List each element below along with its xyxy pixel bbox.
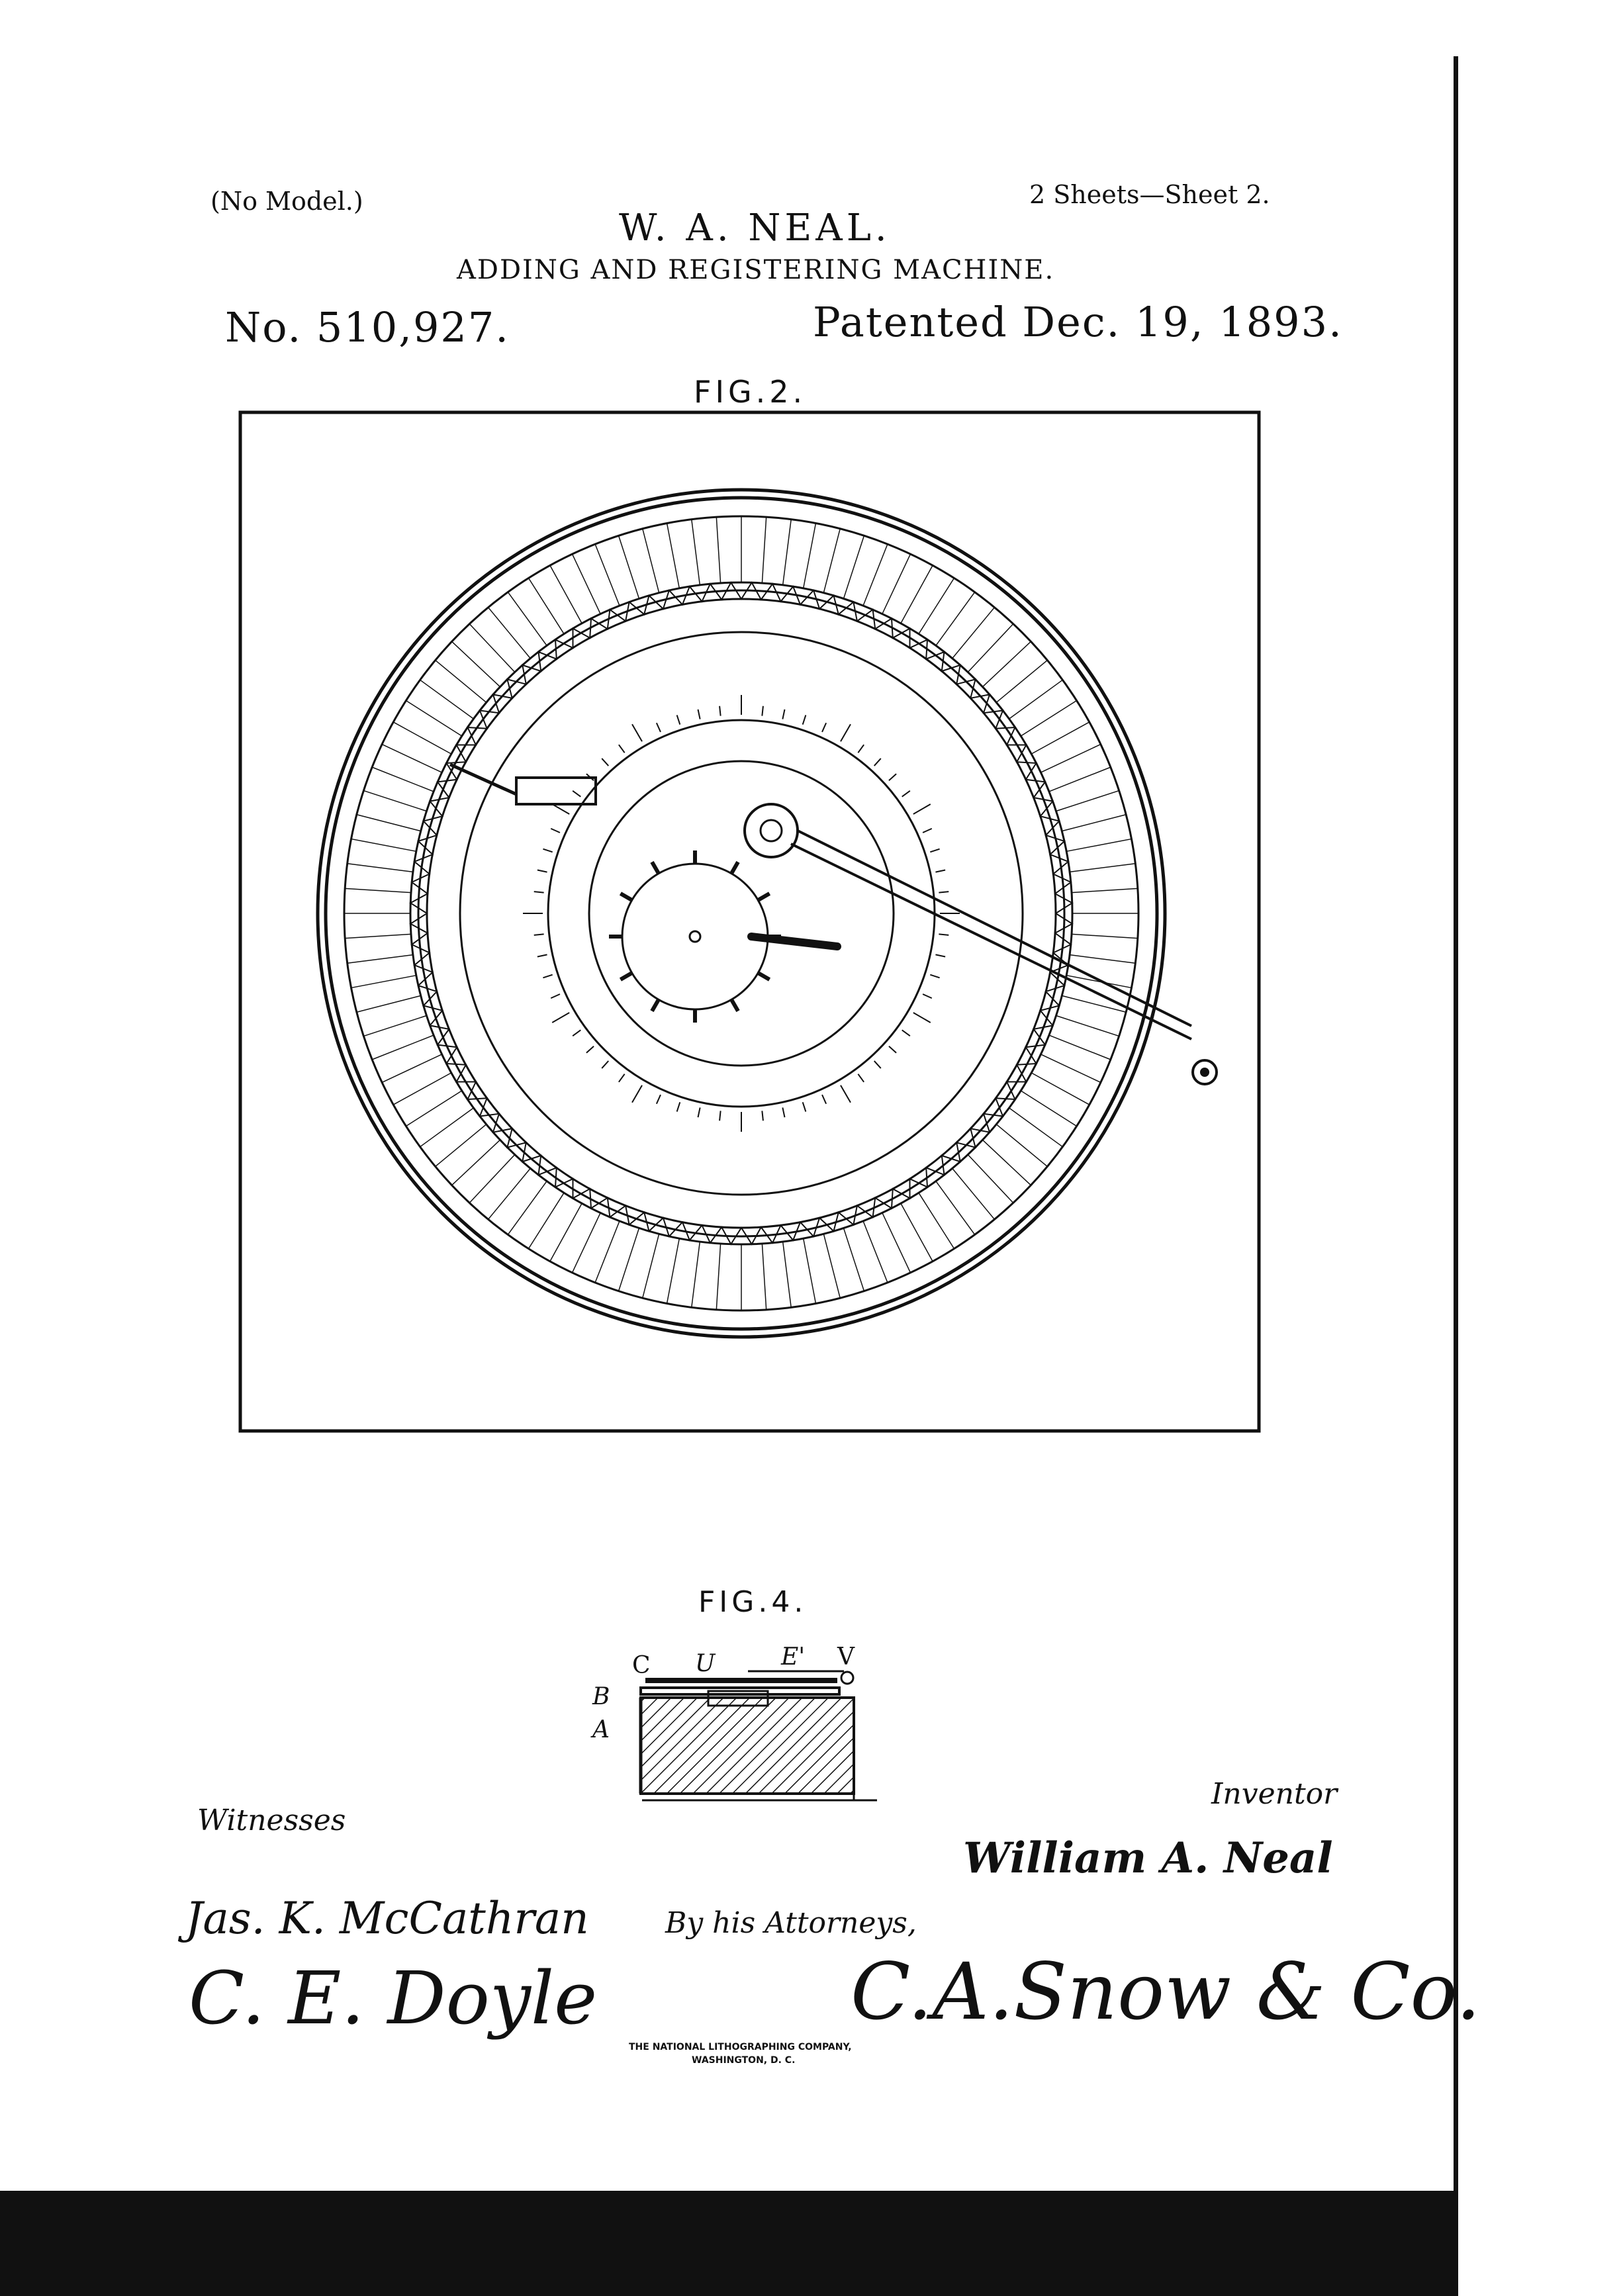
fig2-dial-tick xyxy=(619,1074,625,1082)
fig2-scale-tick xyxy=(363,791,426,811)
fig2-dial-tick xyxy=(677,715,680,724)
fig2-dial-tick xyxy=(902,1030,910,1036)
fig2-scale-tick xyxy=(919,1193,954,1248)
fig2-ring xyxy=(460,632,1023,1195)
fig2-dial-tick xyxy=(874,758,881,766)
fig2-dial-tick xyxy=(534,892,544,893)
fig2-dial-tick xyxy=(657,1095,661,1104)
fig2-ring xyxy=(344,516,1138,1310)
fig2-spur-tooth xyxy=(758,973,769,980)
fig2-drawing xyxy=(238,410,1261,1433)
fig2-dial-tick xyxy=(858,1074,864,1082)
lithographer-line-2: WASHINGTON, D. C. xyxy=(692,2055,796,2066)
fig2-dial-tick xyxy=(619,745,625,753)
fig2-arm xyxy=(791,844,1191,1039)
page-right-border xyxy=(1454,56,1458,2254)
fig2-scale-tick xyxy=(716,1244,720,1310)
fig2-dial-tick xyxy=(657,723,661,732)
fig2-dial-tick xyxy=(841,1085,851,1103)
fig2-scale-tick xyxy=(1056,1016,1119,1036)
fig2-dial-tick xyxy=(602,1061,608,1068)
fig2-scale-tick xyxy=(595,544,620,606)
fig4-label: FIG.4. xyxy=(698,1585,808,1619)
fig2-ring xyxy=(318,490,1165,1337)
fig2-scale-tick xyxy=(844,535,864,598)
fig2-dial-tick xyxy=(551,829,560,833)
fig2-dial-tick xyxy=(762,1111,763,1121)
fig2-dial-tick xyxy=(552,1013,569,1023)
witness-1-signature: Jas. K. McCathran xyxy=(185,1893,589,1944)
fig2-scale-tick xyxy=(550,565,582,623)
fig2-scale-tick xyxy=(919,578,954,633)
fig2-scale-tick xyxy=(351,839,416,852)
fig2-ring xyxy=(589,761,894,1066)
fig2-dial-tick xyxy=(537,870,547,872)
witness-2-signature: C. E. Doyle xyxy=(189,1956,598,2041)
fig2-scale-tick xyxy=(882,1213,911,1272)
fig2-scale-tick xyxy=(357,995,421,1012)
inventor-signature: William A. Neal xyxy=(963,1833,1333,1883)
fig2-scale-tick xyxy=(1072,934,1138,938)
fig2-hub xyxy=(745,804,798,857)
fig2-scale-tick xyxy=(863,544,888,606)
fig2-scale-tick xyxy=(357,815,421,831)
fig2-dial-tick xyxy=(586,1046,594,1053)
fig2-dial-tick xyxy=(930,975,939,978)
fig2-dial-tick xyxy=(698,710,700,719)
fig2-scale-tick xyxy=(643,529,659,593)
fig2-scale-tick xyxy=(529,1193,565,1248)
fig2-dial-tick xyxy=(782,710,784,719)
fig2-scale-tick xyxy=(619,535,639,598)
fig2-dial-tick xyxy=(803,1102,806,1111)
fig2-dial-tick xyxy=(573,1030,580,1036)
fig2-dial-tick xyxy=(632,724,642,741)
fig2-dial-tick xyxy=(551,994,560,998)
fig2-scale-tick xyxy=(1066,839,1131,852)
fig2-dial-tick xyxy=(543,849,552,852)
fig2-ring xyxy=(326,498,1157,1329)
fig4-label-b: B xyxy=(592,1683,610,1710)
fig2-scale-tick xyxy=(1072,888,1138,892)
sheet-number: 2 Sheets—Sheet 2. xyxy=(1029,180,1270,209)
fig2-scale-tick xyxy=(1031,722,1090,754)
attorneys-signature: C.A.Snow & Co. xyxy=(851,1946,1481,2037)
fig2-scale-tick xyxy=(823,529,840,593)
fig2-scale-tick xyxy=(1056,791,1119,811)
fig2-pivot-pin xyxy=(1200,1068,1209,1077)
fig2-dial-tick xyxy=(913,804,931,814)
fig2-dial-tick xyxy=(762,706,763,716)
fig2-scale-tick xyxy=(393,722,451,754)
fig2-scale-tick xyxy=(573,554,601,614)
fig2-spur-tooth xyxy=(731,862,738,873)
fig2-hub-nut xyxy=(761,820,782,841)
fig2-scale-tick xyxy=(1049,1035,1111,1060)
fig2-dial-tick xyxy=(923,829,932,833)
fig2-scale-tick xyxy=(1070,955,1135,964)
patent-date: Patented Dec. 19, 1893. xyxy=(813,298,1343,346)
patent-title: ADDING AND REGISTERING MACHINE. xyxy=(457,255,1055,285)
fig2-dial-tick xyxy=(902,791,910,797)
fig2-dial-tick xyxy=(935,954,945,956)
fig2-dial-tick xyxy=(537,954,547,956)
fig2-ring xyxy=(548,720,935,1107)
fig2-dial-tick xyxy=(874,1061,881,1068)
fig2-dial-tick xyxy=(939,934,949,935)
attorneys-label: By his Attorneys, xyxy=(665,1906,917,1940)
fig2-dial-tick xyxy=(803,715,806,724)
fig2-scale-tick xyxy=(1021,1091,1076,1126)
fig2-ring xyxy=(427,599,1056,1228)
fig2-spur-tooth xyxy=(652,999,659,1011)
fig2-dial-tick xyxy=(602,758,608,766)
fig4-label-a: A xyxy=(592,1716,610,1743)
witnesses-label: Witnesses xyxy=(197,1804,346,1837)
fig2-scale-tick xyxy=(882,554,911,614)
fig2-spur-wheel xyxy=(622,864,768,1009)
fig2-scale-tick xyxy=(348,864,413,872)
fig2-scale-tick xyxy=(823,1234,840,1298)
fig2-scale-tick xyxy=(372,1035,434,1060)
fig2-scale-tick xyxy=(1070,864,1135,872)
fig2-scale-tick xyxy=(1041,745,1100,773)
fig2-dial-tick xyxy=(632,1085,642,1103)
fig2-dial-tick xyxy=(822,723,826,732)
fig2-scale-tick xyxy=(783,520,792,585)
fig2-spur-tooth xyxy=(652,862,659,873)
fig4-drawing xyxy=(582,1641,887,1807)
patent-number: No. 510,927. xyxy=(225,303,510,351)
inventor-name-heading: W. A. NEAL. xyxy=(619,207,891,250)
fig2-dial-tick xyxy=(719,1111,721,1121)
fig2-dial-tick xyxy=(698,1107,700,1117)
inventor-label: Inventor xyxy=(1211,1777,1338,1811)
fig2-dial-tick xyxy=(552,804,569,814)
fig2-dial-tick xyxy=(543,975,552,978)
fig2-scale-tick xyxy=(1049,767,1111,792)
fig2-scale-tick xyxy=(692,520,700,585)
fig2-dial-tick xyxy=(913,1013,931,1023)
fig2-scale-tick xyxy=(783,1242,792,1307)
fig2-dial-tick xyxy=(930,849,939,852)
fig2-scale-tick xyxy=(804,1238,816,1303)
fig2-scale-tick xyxy=(692,1242,700,1307)
fig2-spur-tooth xyxy=(620,973,631,980)
fig2-spur-tooth xyxy=(731,999,738,1011)
page-bottom-band xyxy=(0,2191,1458,2296)
fig2-scale-tick xyxy=(573,1213,601,1272)
fig2-scale-tick xyxy=(529,578,565,633)
fig4-label-e-prime: E' xyxy=(781,1643,806,1671)
fig2-scale-tick xyxy=(550,1203,582,1262)
fig2-scale-tick xyxy=(382,745,441,773)
fig2-dial-tick xyxy=(782,1107,784,1117)
fig2-scale-tick xyxy=(382,1054,441,1083)
fig2-scale-tick xyxy=(1021,701,1076,737)
fig2-spur-tooth xyxy=(620,894,631,900)
fig4-ring xyxy=(645,1678,837,1683)
fig2-scale-tick xyxy=(1041,1054,1100,1083)
fig2-scale-tick xyxy=(345,934,411,938)
fig2-dial-tick xyxy=(923,994,932,998)
fig2-scale-tick xyxy=(667,1238,680,1303)
fig2-dial-tick xyxy=(935,870,945,872)
fig2-scale-tick xyxy=(901,1203,933,1262)
fig2-label: FIG.2. xyxy=(694,374,807,410)
fig2-pawl-arm xyxy=(450,764,516,794)
fig2-dial-tick xyxy=(822,1095,826,1104)
fig2-scale-tick xyxy=(1062,815,1126,831)
fig2-scale-tick xyxy=(716,517,720,583)
fig2-scale-tick xyxy=(1031,1073,1090,1105)
fig2-scale-tick xyxy=(351,976,416,988)
fig2-scale-tick xyxy=(372,767,434,792)
fig4-label-v: V xyxy=(837,1643,855,1671)
fig2-arm xyxy=(798,831,1191,1026)
fig2-spur-axle xyxy=(690,931,700,942)
fig2-scale-tick xyxy=(348,955,413,964)
fig2-scale-tick xyxy=(762,517,766,583)
fig2-ratchet-teeth xyxy=(410,582,1072,1244)
fig2-ring xyxy=(410,582,1072,1244)
fig2-spur-tooth xyxy=(758,894,769,900)
fig2-scale-tick xyxy=(804,524,816,588)
fig4-label-c: C xyxy=(632,1652,651,1679)
fig2-scale-tick xyxy=(863,1221,888,1283)
fig2-scale-tick xyxy=(406,1091,461,1126)
fig2-dial-tick xyxy=(858,745,864,753)
fig2-dial-tick xyxy=(534,934,544,935)
fig2-dial-tick xyxy=(889,774,896,780)
fig2-scale-tick xyxy=(667,524,680,588)
fig4-base-block xyxy=(641,1698,854,1794)
fig2-frame xyxy=(240,412,1259,1431)
fig2-dial-tick xyxy=(573,791,580,797)
fig2-scale-tick xyxy=(762,1244,766,1310)
fig4-label-u: U xyxy=(695,1650,716,1677)
fig2-scale-tick xyxy=(643,1234,659,1298)
fig2-scale-tick xyxy=(595,1221,620,1283)
fig2-dial-tick xyxy=(889,1046,896,1053)
no-model-note: (No Model.) xyxy=(210,187,363,216)
fig2-scale-tick xyxy=(901,565,933,623)
fig2-dial-tick xyxy=(841,724,851,741)
fig2-scale-tick xyxy=(363,1016,426,1036)
fig2-dial-tick xyxy=(677,1102,680,1111)
fig2-dial-tick xyxy=(939,892,949,893)
fig4-pin xyxy=(841,1672,853,1684)
fig2-dial-tick xyxy=(719,706,721,716)
fig2-scale-tick xyxy=(406,701,461,737)
fig2-handle xyxy=(751,937,837,946)
fig2-scale-tick xyxy=(844,1228,864,1291)
fig2-scale-tick xyxy=(393,1073,451,1105)
fig2-scale-tick xyxy=(345,888,411,892)
lithographer-line-1: THE NATIONAL LITHOGRAPHING COMPANY, xyxy=(629,2042,852,2052)
fig2-scale-tick xyxy=(619,1228,639,1291)
